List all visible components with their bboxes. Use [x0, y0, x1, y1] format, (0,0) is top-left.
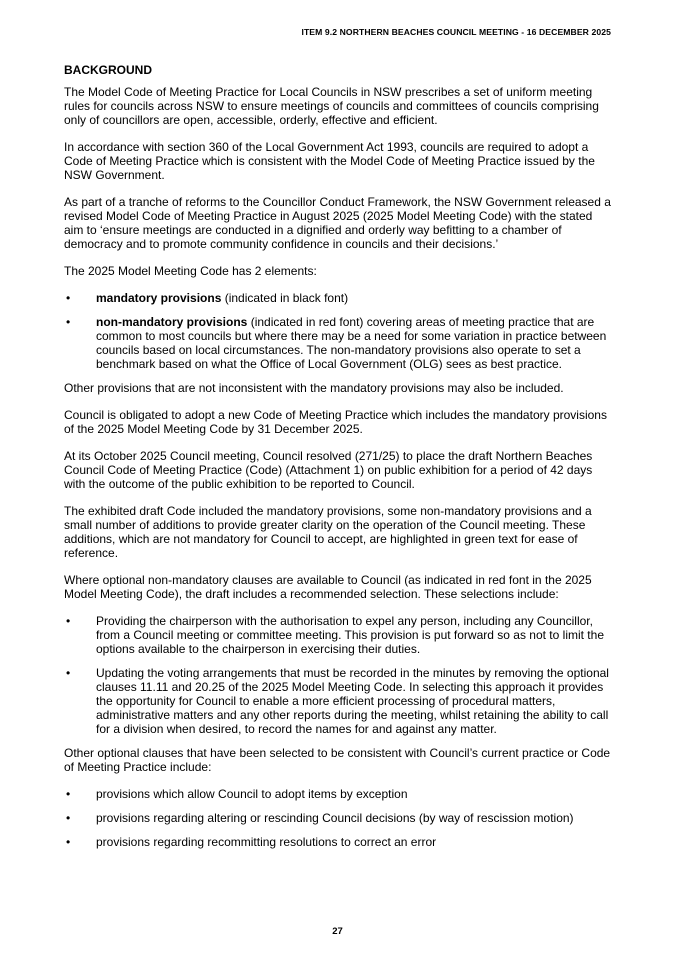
list-item-text [96, 315, 606, 371]
list-item [64, 291, 611, 305]
paragraph-optional-clauses: Where optional non-mandatory clauses are available to Council (as indicated in red font in the 2025 Model Meeting Code), the draft includes a recommended selection. These selections include: [64, 573, 592, 601]
list-item-text: provisions regarding altering or rescinding Council decisions (by way of rescission motion) [96, 811, 574, 825]
paragraph-other-optional: Other optional clauses that have been selected to be consistent with Council’s current practice or Code of Meeting Practice include: [64, 746, 611, 774]
list-item-bold-leadin: mandatory provisions [96, 291, 222, 305]
list-item-text [96, 291, 348, 305]
bullet-icon: • [66, 666, 71, 680]
list-item-text: Updating the voting arrangements that must be recorded in the minutes by removing the optional clauses 11.11 and 20.25 of the 2025 Model Meeting Code. In selecting this approach it provides the opportunity for Council to enable a more efficient processing of procedural matters, administrative matters and any other reports during the meeting, whilst retaining the ability to call for a division when desired, to record the names for and against any matter. [96, 666, 609, 736]
list-item-text: provisions regarding recommitting resolutions to correct an error [96, 835, 437, 849]
list-item-text: Providing the chairperson with the authorisation to expel any person, including any Councillor, from a Council meeting or committee meeting. This provision is put forward so as not to limit the options available to the chairperson in exercising their duties. [96, 614, 604, 656]
paragraph-reform-tranche: As part of a tranche of reforms to the Councillor Conduct Framework, the NSW Government released a revised Model Code of Meeting Practice in August 2025 (2025 Model Meeting Code) with the stated aim to ‘ensure meetings are conducted in a dignified and orderly way befitting to a chamber of democracy and to promote community confidence in councils and their decisions.’ [64, 195, 611, 251]
bullet-icon: • [66, 787, 71, 801]
bullet-icon: • [66, 315, 71, 329]
section-heading-background: BACKGROUND [64, 63, 152, 77]
running-header: ITEM 9.2 NORTHERN BEACHES COUNCIL MEETING - 16 DECEMBER 2025 [301, 27, 611, 37]
elements-list [64, 291, 611, 371]
list-item-bold-leadin: non-mandatory provisions [96, 315, 248, 329]
paragraph-exhibited-draft: The exhibited draft Code included the mandatory provisions, some non-mandatory provisions and a small number of additions to provide greater clarity on the operation of the Council meeting. These additions, which are not mandatory for Council to accept, are highlighted in green text for ease of reference. [64, 504, 592, 560]
paragraph-two-elements: The 2025 Model Meeting Code has 2 elements: [64, 264, 317, 278]
list-item-rest: (indicated in black font) [221, 291, 349, 305]
paragraph-model-code-intro: The Model Code of Meeting Practice for Local Councils in NSW prescribes a set of uniform meeting rules for councils across NSW to ensure meetings of councils and committees of councils comprising only of councillors are open, accessible, orderly, effective and efficient. [64, 85, 599, 127]
paragraph-october-resolution: At its October 2025 Council meeting, Council resolved (271/25) to place the draft Northern Beaches Council Code of Meeting Practice (Code) (Attachment 1) on public exhibition for a period of 42 days with the outcome of the public exhibition to be reported to Council. [64, 449, 593, 491]
bullet-icon: • [66, 614, 71, 628]
list-item [64, 666, 611, 736]
bullet-icon: • [66, 291, 71, 305]
bullet-icon: • [66, 835, 71, 849]
list-item [64, 614, 611, 656]
list-item [64, 811, 611, 825]
bullet-icon: • [66, 811, 71, 825]
paragraph-section-360: In accordance with section 360 of the Local Government Act 1993, councils are required to adopt a Code of Meeting Practice which is consistent with the Model Code of Meeting Practice issued by the NSW Government. [64, 140, 595, 182]
list-item-rest: (indicated in red font) covering areas of meeting practice that are common to most councils but where there may be a need for some variation in practice between councils based on local circumstances. The non-mandatory provisions also operate to set a benchmark based on what the Office of Local Government (OLG) sees as best practice. [96, 315, 607, 371]
list-item-text: provisions which allow Council to adopt items by exception [96, 787, 408, 801]
list-item [64, 787, 611, 801]
document-body [64, 63, 611, 859]
selections-list [64, 614, 611, 736]
list-item [64, 315, 611, 371]
page-number: 27 [332, 926, 343, 937]
consistent-practice-list [64, 787, 611, 849]
list-item [64, 835, 611, 849]
paragraph-other-provisions: Other provisions that are not inconsistent with the mandatory provisions may also be included. [64, 381, 564, 395]
paragraph-obligation: Council is obligated to adopt a new Code of Meeting Practice which includes the mandatory provisions of the 2025 Model Meeting Code by 31 December 2025. [64, 408, 607, 436]
